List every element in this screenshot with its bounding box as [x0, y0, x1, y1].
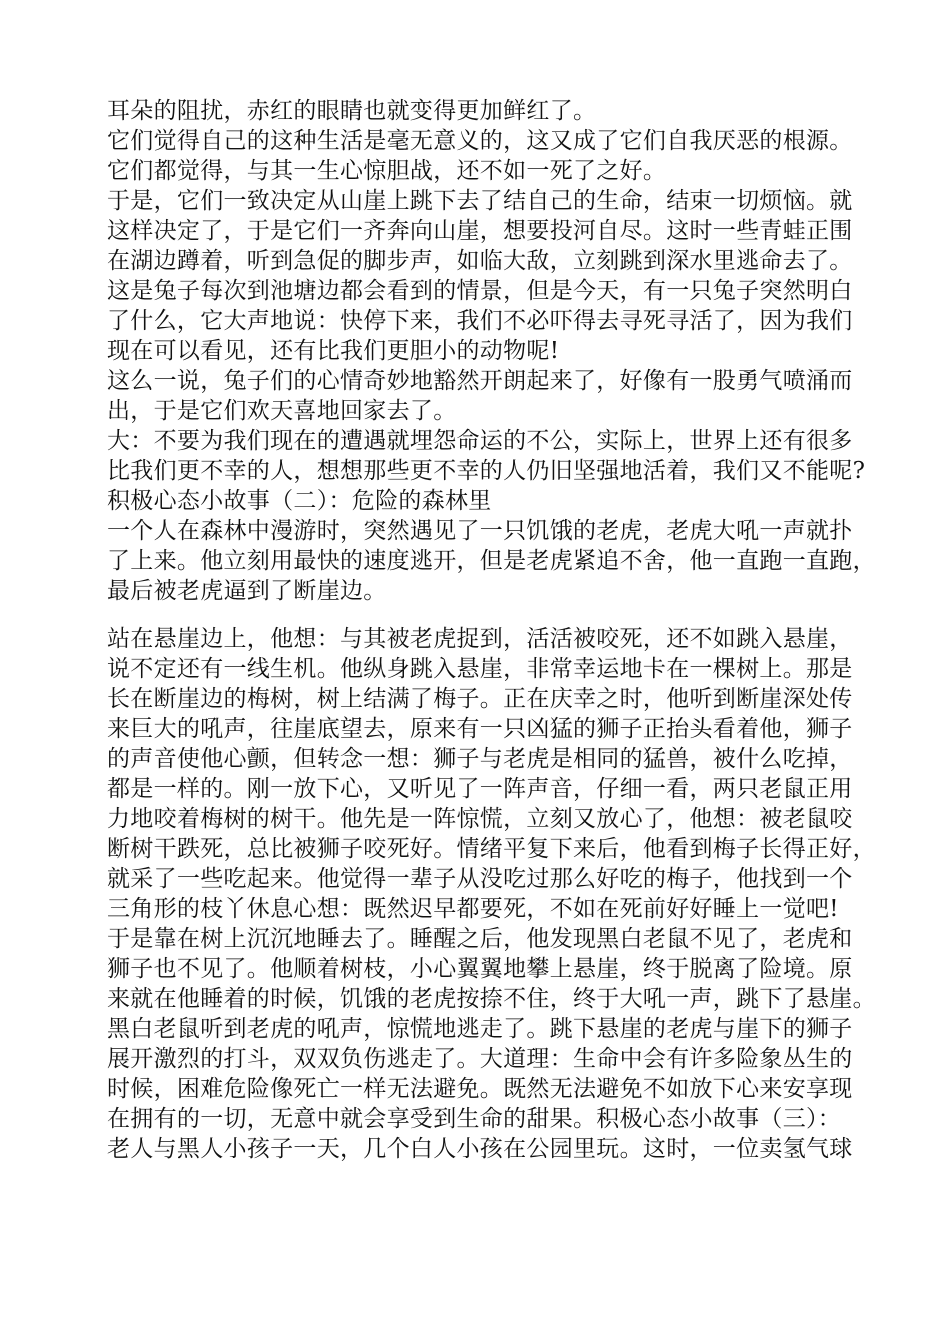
- text-line: 在湖边蹲着，听到急促的脚步声，如临大敌，立刻跳到深水里逃命去了。: [107, 248, 853, 274]
- text-line: 老人与黑人小孩子一天，几个白人小孩在公园里玩。这时，一位卖氢气球: [107, 1136, 853, 1162]
- section-heading: 积极心态小故事（二）：危险的森林里: [107, 488, 492, 514]
- paragraph-gap: [107, 606, 857, 624]
- text-line: 狮子也不见了。他顺着树枝，小心翼翼地攀上悬崖，终于脱离了险境。原: [107, 956, 853, 982]
- text-line: 黑白老鼠听到老虎的吼声，惊慌地逃走了。跳下悬崖的老虎与崖下的狮子: [107, 1016, 853, 1042]
- document-page: [107, 96, 876, 1164]
- text-line: 于是，它们一致决定从山崖上跳下去了结自己的生命，结束一切烦恼。就: [107, 188, 853, 214]
- text-line: 的声音使他心颤，但转念一想：狮子与老虎是相同的猛兽，被什么吃掉，: [107, 746, 853, 772]
- text-line: 一个人在森林中漫游时，突然遇见了一只饥饿的老虎，老虎大吼一声就扑: [107, 518, 853, 544]
- text-line: 这么一说，兔子们的心情奇妙地豁然开朗起来了，好像有一股勇气喷涌而: [107, 368, 853, 394]
- text-line: 现在可以看见，还有比我们更胆小的动物呢!: [107, 338, 560, 364]
- text-line: 来巨大的吼声，往崖底望去，原来有一只凶猛的狮子正抬头看着他，狮子: [107, 716, 853, 742]
- text-line: 最后被老虎逼到了断崖边。: [107, 578, 387, 604]
- text-line: 在拥有的一切，无意中就会享受到生命的甜果。积极心态小故事（三）：: [107, 1106, 842, 1132]
- text-line: 这是兔子每次到池塘边都会看到的情景，但是今天，有一只兔子突然明白: [107, 278, 853, 304]
- text-line: 说不定还有一线生机。他纵身跳入悬崖，非常幸运地卡在一棵树上。那是: [107, 656, 853, 682]
- text-line: 就采了一些吃起来。他觉得一辈子从没吃过那么好吃的梅子，他找到一个: [107, 866, 853, 892]
- text-line: 它们觉得自己的这种生活是毫无意义的，这又成了它们自我厌恶的根源。: [107, 128, 853, 154]
- text-line: 了上来。他立刻用最快的速度逃开，但是老虎紧追不舍，他一直跑一直跑，: [107, 548, 876, 574]
- text-line: 了什么，它大声地说：快停下来，我们不必吓得去寻死寻活了，因为我们: [107, 308, 853, 334]
- text-line: 三角形的枝丫休息心想：既然迟早都要死，不如在死前好好睡上一觉吧!: [107, 896, 839, 922]
- text-line: 比我们更不幸的人，想想那些更不幸的人仍旧坚强地活着，我们又不能呢?: [107, 458, 866, 484]
- text-line: 断树干跌死，总比被狮子咬死好。情绪平复下来后，他看到梅子长得正好，: [107, 836, 876, 862]
- text-line: 出，于是它们欢天喜地回家去了。: [107, 398, 457, 424]
- text-line: 这样决定了，于是它们一齐奔向山崖，想要投河自尽。这时一些青蛙正围: [107, 218, 853, 244]
- text-line: 耳朵的阻扰，赤红的眼睛也就变得更加鲜红了。: [107, 98, 597, 124]
- text-line: 时候，困难危险像死亡一样无法避免。既然无法避免不如放下心来安享现: [107, 1076, 853, 1102]
- text-line: 都是一样的。刚一放下心，又听见了一阵声音，仔细一看，两只老鼠正用: [107, 776, 853, 802]
- text-line: 站在悬崖边上，他想：与其被老虎捉到，活活被咬死，还不如跳入悬崖，: [107, 626, 853, 652]
- text-line: 于是靠在树上沉沉地睡去了。睡醒之后，他发现黑白老鼠不见了，老虎和: [107, 926, 853, 952]
- text-line: 大：不要为我们现在的遭遇就埋怨命运的不公，实际上，世界上还有很多: [107, 428, 853, 454]
- text-line: 长在断崖边的梅树，树上结满了梅子。正在庆幸之时，他听到断崖深处传: [107, 686, 853, 712]
- text-line: 它们都觉得，与其一生心惊胆战，还不如一死了之好。: [107, 158, 667, 184]
- text-line: 力地咬着梅树的树干。他先是一阵惊慌，立刻又放心了，他想：被老鼠咬: [107, 806, 853, 832]
- text-line: 来就在他睡着的时候，饥饿的老虎按捺不住，终于大吼一声，跳下了悬崖。: [107, 986, 876, 1012]
- text-line: 展开激烈的打斗，双双负伤逃走了。大道理：生命中会有许多险象丛生的: [107, 1046, 853, 1072]
